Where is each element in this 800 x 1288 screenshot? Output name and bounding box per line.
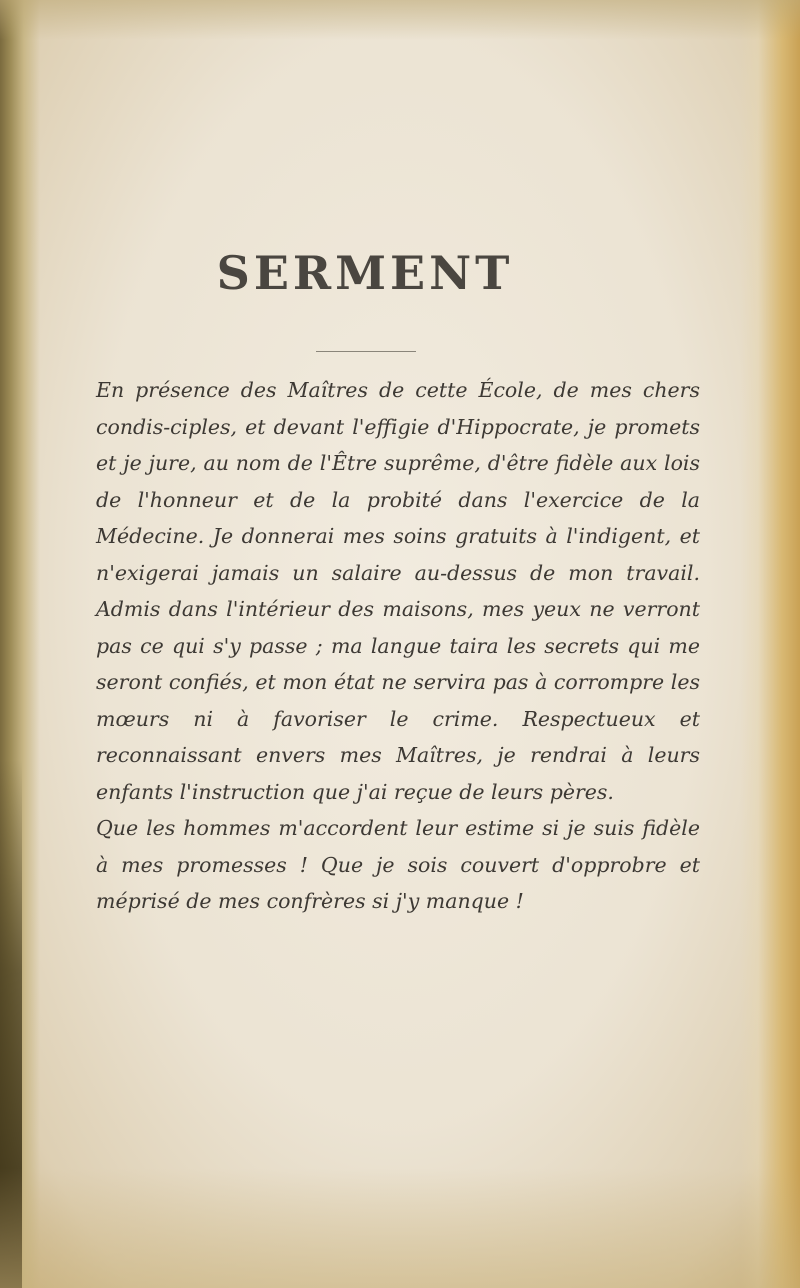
oath-text	[96, 372, 700, 920]
page-edge-top	[0, 0, 800, 40]
page-edge-bottom	[0, 1168, 800, 1288]
page-edge-right	[740, 0, 800, 1288]
page-title: SERMENT	[216, 246, 514, 300]
oath-paragraph: Que les hommes m'accordent leur estime si je suis fidèle à mes promesses ! Que je sois couvert d'opprobre et méprisé de mes confrères si j'y manque !	[96, 816, 700, 913]
oath-paragraph: En présence des Maîtres de cette École, de mes chers condis-ciples, et devant l'effigie d'Hippocrate, je promets et je jure, au nom de l'Être suprême, d'être fidèle aux lois de l'honneur et de la probité dans l'exercice de la Médecine. Je donnerai mes soins gratuits à l'indigent, et n'exigerai jamais un salaire au-dessus de mon travail. Admis dans l'intérieur des maisons, mes yeux ne verront pas ce qui s'y passe ; ma langue taira les secrets qui me seront confiés, et mon état ne servira pas à corrompre les mœurs ni à favoriser le crime. Respectueux et reconnaissant envers mes Maîtres, je rendrai à leurs enfants l'instruction que j'ai reçue de leurs pères.	[96, 378, 700, 804]
title-divider	[316, 351, 416, 352]
